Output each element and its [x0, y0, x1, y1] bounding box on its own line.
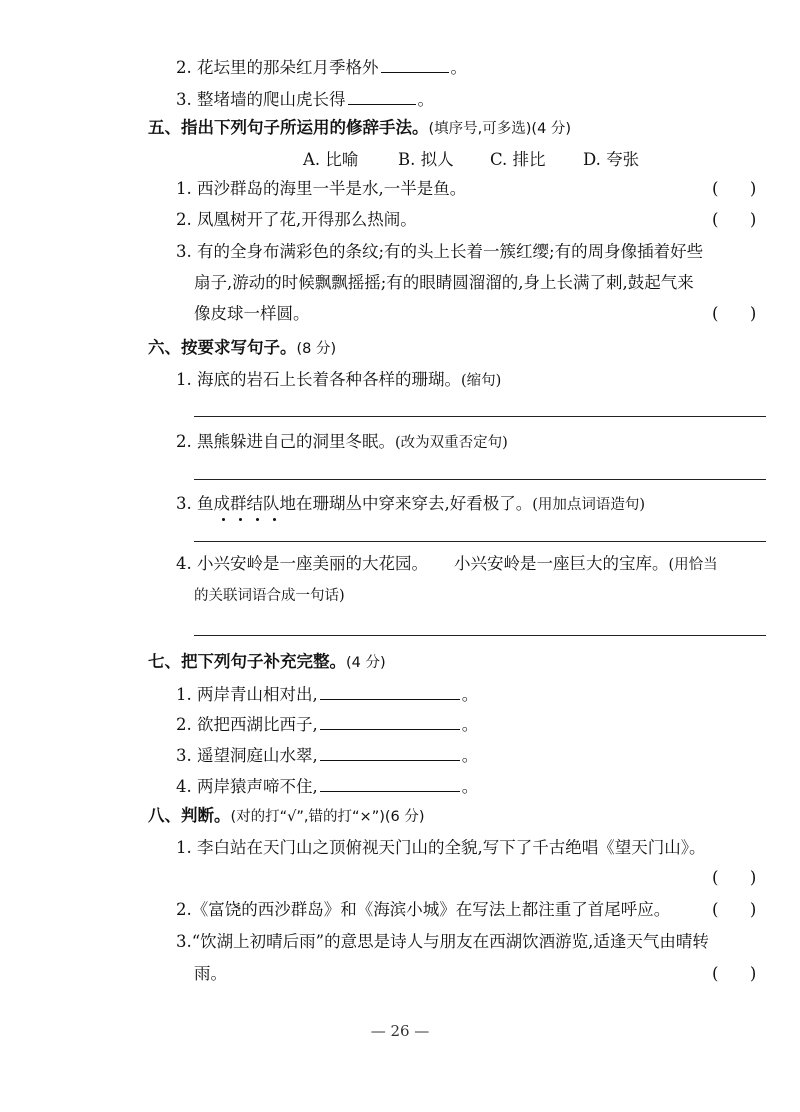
- sec7-item-2-blank[interactable]: [320, 711, 460, 730]
- page-number: — 26 —: [370, 1022, 430, 1040]
- sec6-q1-note: (缩句): [461, 373, 502, 389]
- sec7-item-2-end: 。: [461, 715, 479, 734]
- sec5-q2: 2. 凤凰树开了花,开得那么热闹。: [176, 210, 417, 229]
- sec8-heading: [148, 804, 425, 829]
- sec5-title: 五、指出下列句子所运用的修辞手法。: [148, 118, 429, 137]
- sec4-q2-blank[interactable]: [381, 54, 449, 73]
- sec6-q2: [176, 430, 508, 455]
- sec7-item-3-blank[interactable]: [320, 742, 460, 761]
- sec6-title: 六、按要求写句子。: [148, 338, 297, 357]
- emphasis-dot: [273, 518, 276, 521]
- sec4-q2-end: 。: [450, 58, 467, 77]
- sec7-item-4-end: 。: [461, 777, 479, 796]
- sec5-q1-answer-box[interactable]: ( ): [712, 179, 757, 198]
- sec7-item-1-end: 。: [461, 685, 479, 704]
- sec6-q2-text: 2. 黑熊躲进自己的洞里冬眠。: [176, 432, 395, 451]
- sec6-q4-answer-line[interactable]: [194, 635, 766, 636]
- sec6-heading: [148, 336, 336, 361]
- sec5-q2-answer-box[interactable]: ( ): [712, 210, 757, 229]
- sec5-q1: 1. 西沙群岛的海里一半是水,一半是鱼。: [176, 179, 467, 198]
- sec6-note: (8 分): [296, 341, 337, 357]
- sec8-note: (对的打“√”,错的打“×”)(6 分): [230, 809, 425, 825]
- sec6-q4-note-a: (用恰当: [668, 557, 718, 573]
- sec6-q3: [176, 492, 645, 517]
- sec6-q1-text: 1. 海底的岩石上长着各种各样的珊瑚。: [176, 370, 461, 389]
- sec5-q3-answer-box[interactable]: ( ): [712, 304, 757, 323]
- sec6-q2-answer-line[interactable]: [194, 479, 766, 480]
- sec8-q2-answer-box[interactable]: ( ): [712, 900, 757, 919]
- sec8-q1: 1. 李白站在天门山之顶俯视天门山的全貌,写下了千古绝唱《望天门山》。: [176, 838, 706, 857]
- sec7-item-1-blank[interactable]: [320, 681, 460, 700]
- sec4-q3-end: 。: [417, 90, 434, 109]
- emphasis-dot: [222, 518, 225, 521]
- sec8-q1-answer-box[interactable]: ( ): [712, 868, 757, 887]
- sec4-q2-text: 2. 花坛里的那朵红月季格外: [176, 58, 379, 77]
- option-a: A. 比喻: [303, 150, 359, 169]
- sec7-heading: [148, 650, 386, 675]
- option-d: D. 夸张: [583, 150, 640, 169]
- sec5-q3-line2: 扇子,游动的时候飘飘摇摇;有的眼睛圆溜溜的,身上长满了刺,鼓起气来: [194, 273, 694, 292]
- sec5-note: (填序号,可多选)(4 分): [428, 121, 572, 137]
- option-b: B. 拟人: [398, 150, 454, 169]
- sec6-q3-answer-line[interactable]: [194, 541, 766, 542]
- sec7-title: 七、把下列句子补充完整。: [148, 652, 346, 671]
- sec7-item-3: [176, 742, 478, 768]
- sec6-q3-text: 3. 鱼成群结队地在珊瑚丛中穿来穿去,好看极了。: [176, 494, 533, 513]
- sec7-item-2-text: 2. 欲把西湖比西子,: [176, 715, 318, 734]
- sec5-q3-line1: 3. 有的全身布满彩色的条纹;有的头上长着一簇红缨;有的周身像插着好些: [176, 242, 704, 261]
- sec4-q2: [176, 54, 467, 80]
- sec8-q3-answer-box[interactable]: ( ): [712, 964, 757, 983]
- sec6-q4-line2: 的关联词语合成一句话): [194, 588, 345, 604]
- sec6-q4-line1: [176, 552, 718, 577]
- emphasis-dot: [239, 518, 242, 521]
- sec4-q3: [176, 86, 434, 112]
- sec7-item-3-text: 3. 遥望洞庭山水翠,: [176, 746, 318, 765]
- sec7-item-2: [176, 711, 478, 737]
- sec5-heading: [148, 116, 571, 141]
- option-c: C. 排比: [490, 150, 546, 169]
- sec8-q2: 2.《富饶的西沙群岛》和《海滨小城》在写法上都注重了首尾呼应。: [176, 900, 671, 919]
- sec8-q3-line2: 雨。: [194, 964, 227, 983]
- sec7-item-4-text: 4. 两岸猿声啼不住,: [176, 777, 318, 796]
- sec6-q4-sentence-a: 4. 小兴安岭是一座美丽的大花园。: [176, 554, 428, 573]
- sec8-q3-line1: 3.“饮湖上初晴后雨”的意思是诗人与朋友在西湖饮酒游览,适逢天气由晴转: [176, 932, 709, 951]
- sec6-q2-note: (改为双重否定句): [395, 435, 508, 451]
- sec7-item-3-end: 。: [461, 746, 479, 765]
- sec6-q4-sentence-b: 小兴安岭是一座巨大的宝库。: [454, 554, 669, 573]
- sec7-item-1: [176, 681, 478, 707]
- sec5-q3-line3: 像皮球一样圆。: [194, 304, 310, 323]
- emphasis-dot: [256, 518, 259, 521]
- sec6-q3-note: (用加点词语造句): [532, 497, 646, 513]
- sec7-item-4-blank[interactable]: [320, 773, 460, 792]
- sec6-q1-answer-line[interactable]: [194, 416, 766, 417]
- sec4-q3-text: 3. 整堵墙的爬山虎长得: [176, 90, 346, 109]
- sec4-q3-blank[interactable]: [348, 86, 416, 105]
- sec8-title: 八、判断。: [148, 806, 231, 825]
- sec6-q1: [176, 368, 501, 393]
- sec7-item-4: [176, 773, 478, 799]
- sec7-item-1-text: 1. 两岸青山相对出,: [176, 685, 318, 704]
- sec7-note: (4 分): [346, 655, 386, 671]
